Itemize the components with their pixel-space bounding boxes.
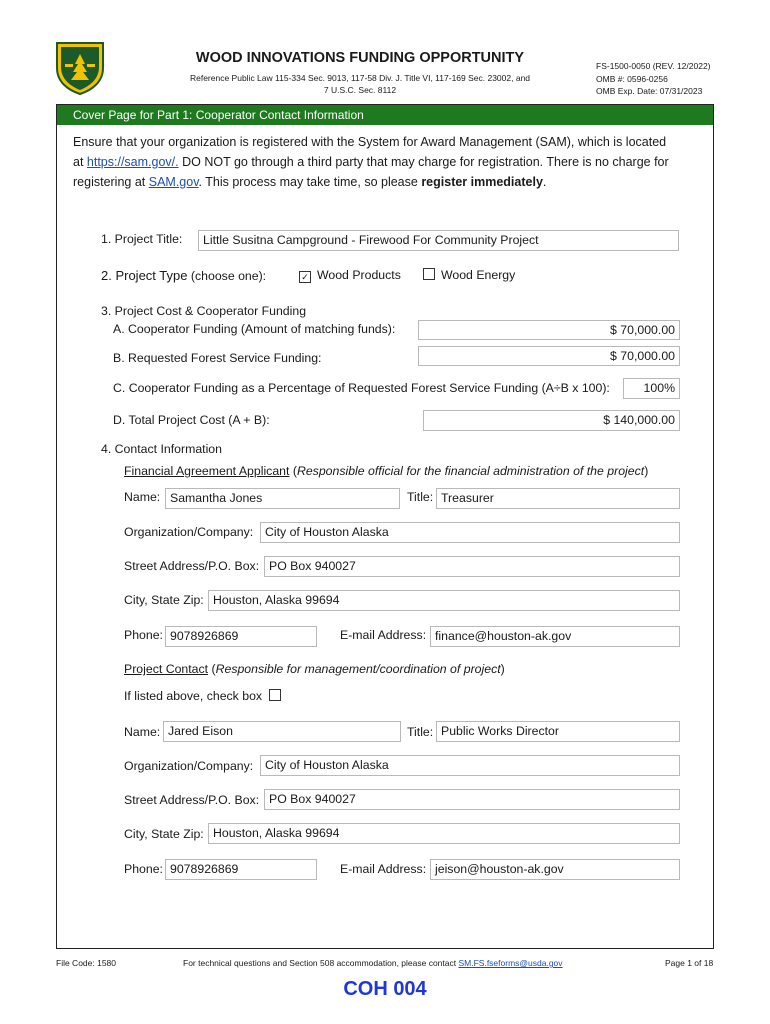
fin-org-field[interactable]: City of Houston Alaska — [260, 522, 680, 543]
form-title: WOOD INNOVATIONS FUNDING OPPORTUNITY — [195, 50, 525, 66]
fs-funding-label: B. Requested Forest Service Funding: — [113, 351, 322, 365]
proj-street-field[interactable]: PO Box 940027 — [264, 789, 680, 810]
fin-org-label: Organization/Company: — [124, 525, 254, 539]
proj-title-label: Title: — [407, 725, 434, 739]
file-code: File Code: 1580 — [56, 958, 117, 968]
cost-heading: 3. Project Cost & Cooperator Funding — [101, 304, 307, 318]
wood-products-checkbox[interactable]: ✓ — [299, 271, 311, 283]
proj-name-field[interactable]: Jared Eison — [163, 721, 401, 742]
project-contact-heading: Project Contact (Responsible for management/coordination of project) — [124, 662, 505, 676]
footer-contact: For technical questions and Section 508 accommodation, please contact SM.FS.fseforms@usda.gov — [183, 958, 563, 968]
document-stamp: COH 004 — [343, 978, 427, 1000]
proj-city-label: City, State Zip: — [124, 827, 204, 841]
fin-phone-label: Phone: — [124, 628, 163, 642]
fin-email-field[interactable]: finance@houston-ak.gov — [430, 626, 680, 647]
footer-email-link[interactable]: SM.FS.fseforms@usda.gov — [458, 958, 563, 968]
same-contact-option[interactable]: If listed above, check box — [124, 689, 287, 703]
wood-energy-checkbox[interactable] — [423, 268, 435, 280]
wood-energy-option[interactable]: Wood Energy — [423, 268, 515, 282]
fin-phone-field[interactable]: 9078926869 — [165, 626, 317, 647]
cooperator-funding-label: A. Cooperator Funding (Amount of matching funds): — [113, 322, 396, 336]
proj-org-label: Organization/Company: — [124, 759, 254, 773]
fs-funding-field[interactable]: $ 70,000.00 — [418, 346, 680, 366]
sam-registration-notice: Ensure that your organization is registered with the System for Award Management (SAM), which is located at https://sam.gov/. DO NOT go through a third party that may charge for registration. There is no charge for registering at SAM.gov. This process may take time, so please register immediately. — [73, 135, 669, 189]
contact-heading: 4. Contact Information — [101, 442, 222, 456]
fin-name-label: Name: — [124, 490, 161, 504]
funding-percentage-field[interactable]: 100% — [623, 378, 680, 399]
fin-name-field[interactable]: Samantha Jones — [165, 488, 400, 509]
funding-percentage-label: C. Cooperator Funding as a Percentage of Requested Forest Service Funding (A÷B x 100): — [113, 381, 610, 395]
fin-street-field[interactable]: PO Box 940027 — [264, 556, 680, 577]
proj-city-field[interactable]: Houston, Alaska 99694 — [208, 823, 680, 844]
cooperator-funding-field[interactable]: $ 70,000.00 — [418, 320, 680, 340]
total-cost-label: D. Total Project Cost (A + B): — [113, 413, 270, 427]
sam-link[interactable]: https://sam.gov/. — [86, 155, 179, 169]
usfs-shield-logo — [54, 40, 106, 95]
project-title-field[interactable]: Little Susitna Campground - Firewood For Community Project — [198, 230, 679, 251]
section-header: Cover Page for Part 1: Cooperator Contact Information — [57, 105, 713, 125]
proj-org-field[interactable]: City of Houston Alaska — [260, 755, 680, 776]
proj-phone-field[interactable]: 9078926869 — [165, 859, 317, 880]
financial-applicant-heading: Financial Agreement Applicant (Responsible official for the financial administration of the project) — [124, 464, 649, 478]
proj-email-field[interactable]: jeison@houston-ak.gov — [430, 859, 680, 880]
wood-products-option[interactable]: ✓ Wood Products — [299, 268, 401, 283]
proj-email-label: E-mail Address: — [340, 862, 427, 876]
project-title-label: 1. Project Title: — [101, 232, 183, 246]
form-number-block: FS-1500-0050 (REV. 12/2022) OMB #: 0596-0256 OMB Exp. Date: 07/31/2023 — [596, 61, 711, 96]
fin-city-label: City, State Zip: — [124, 593, 204, 607]
fin-title-label: Title: — [407, 490, 434, 504]
proj-name-label: Name: — [124, 725, 161, 739]
page-number: Page 1 of 18 — [665, 958, 714, 968]
fin-city-field[interactable]: Houston, Alaska 99694 — [208, 590, 680, 611]
project-type-label: 2. Project Type (choose one): — [101, 268, 267, 283]
total-cost-field[interactable]: $ 140,000.00 — [423, 410, 680, 431]
same-contact-checkbox[interactable] — [269, 689, 281, 701]
fin-title-field[interactable]: Treasurer — [436, 488, 680, 509]
proj-title-field[interactable]: Public Works Director — [436, 721, 680, 742]
fin-street-label: Street Address/P.O. Box: — [124, 559, 260, 573]
proj-street-label: Street Address/P.O. Box: — [124, 793, 260, 807]
proj-phone-label: Phone: — [124, 862, 163, 876]
reference-law: Reference Public Law 115-334 Sec. 9013, 117-58 Div. J. Title VI, 117-169 Sec. 23002, and 7 U.S.C. Sec. 8112 — [189, 73, 531, 95]
sam-gov-link[interactable]: SAM.gov — [148, 175, 199, 189]
fin-email-label: E-mail Address: — [340, 628, 427, 642]
